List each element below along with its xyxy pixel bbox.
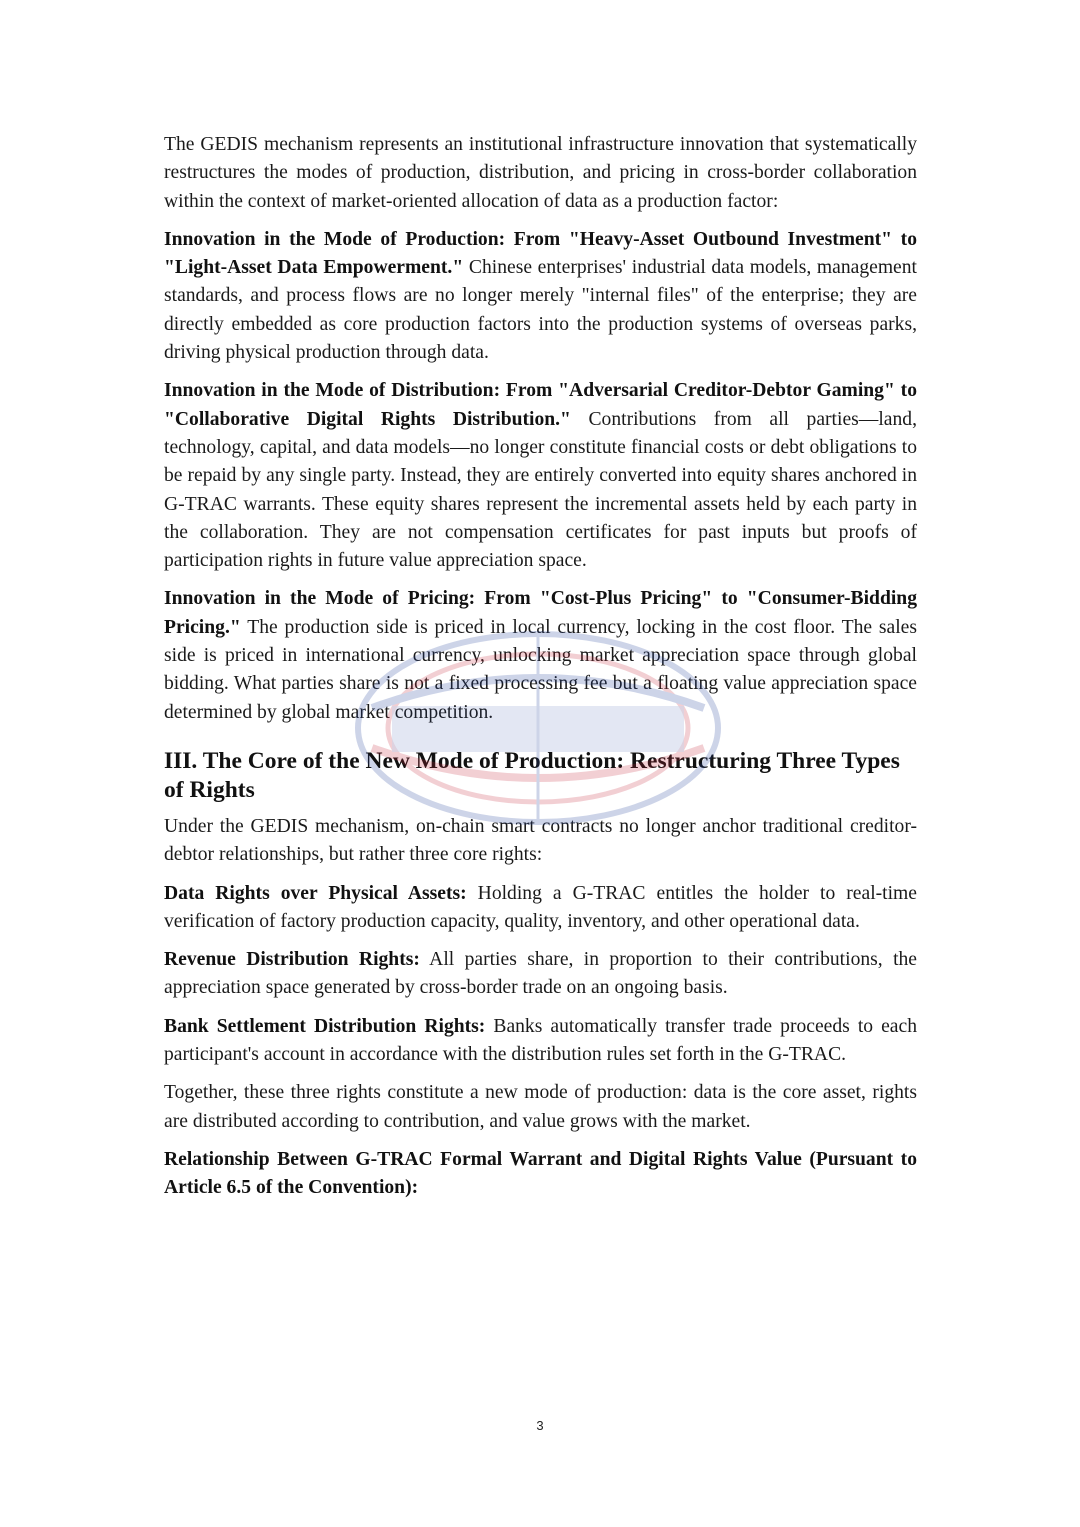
production-paragraph [164, 226, 917, 367]
revenue-rights-text: All parties share, in proportion to their contributions, the appreciation space generated by cross-border trade on an ongoing basis. [164, 949, 918, 999]
bank-rights-paragraph [164, 1013, 917, 1070]
intro-paragraph [164, 131, 917, 216]
distribution-paragraph [164, 377, 917, 575]
production-lead: Innovation in the Mode of Production: From "Heavy-Asset Outbound Investment" to "Light-Asset Data Empowerment." [164, 228, 917, 279]
document-page [164, 131, 917, 1213]
pricing-lead: Innovation in the Mode of Pricing: From "Cost-Plus Pricing" to "Consumer-Bidding Pricing." [164, 588, 917, 638]
bank-rights-lead: Bank Settlement Distribution Rights: [164, 1015, 486, 1037]
data-rights-text: Holding a G-TRAC entitles the holder to real-time verification of factory production capacity, quality, inventory, and other operational data. [164, 882, 917, 932]
section-heading: III. The Core of the New Mode of Production: Restructuring Three Types of Rights [164, 747, 900, 803]
distribution-text: Contributions from all parties—land, technology, capital, and data models—no longer constitute financial costs or debt obligations to be repaid by any single party. Instead, they are entirely converted into equity shares anchored in G-TRAC warrants. These equity shares represent the incremental assets held by each party in the collaboration. They are not compensation certificates for past inputs but proofs of participation rights in future value appreciation space. [164, 408, 917, 572]
together-text: Together, these three rights constitute a new mode of production: data is the core asset, rights are distributed according to contribution, and value grows with the market. [164, 1082, 917, 1132]
distribution-lead: Innovation in the Mode of Distribution: From "Adversarial Creditor-Debtor Gaming" to "Collaborative Digital Rights Distribution." [164, 380, 917, 430]
production-text: Chinese enterprises' industrial data models, management standards, and process flows are no longer merely "internal files" of the enterprise; they are directly embedded as core production factors into the production systems of overseas parks, driving physical production through data. [164, 257, 917, 364]
data-rights-paragraph [164, 880, 917, 937]
bank-rights-text: Banks automatically transfer trade proceeds to each participant's account in accordance with the distribution rules set forth in the G-TRAC. [164, 1015, 917, 1066]
intro-text: The GEDIS mechanism represents an institutional infrastructure innovation that systematically restructures the modes of production, distribution, and pricing in cross-border collaboration within the context of market-oriented allocation of data as a production factor: [164, 134, 917, 212]
together-paragraph [164, 1079, 917, 1136]
section-intro-text: Under the GEDIS mechanism, on-chain smart contracts no longer anchor traditional creditor-debtor relationships, but rather three core rights: [164, 815, 917, 866]
page-number: 3 [536, 1418, 544, 1433]
revenue-rights-lead: Revenue Distribution Rights: [164, 949, 420, 971]
pricing-text: The production side is priced in local currency, locking in the cost floor. The sales side is priced in international currency, unlocking market appreciation space through global bidding. What parties share is not a fixed processing fee but a floating value appreciation space determined by global market competition. [164, 616, 917, 723]
pricing-paragraph [164, 585, 917, 726]
revenue-rights-paragraph [164, 946, 917, 1003]
section-intro-paragraph [164, 813, 917, 870]
data-rights-lead: Data Rights over Physical Assets: [164, 882, 467, 904]
relationship-heading: Relationship Between G-TRAC Formal Warrant and Digital Rights Value (Pursuant to Article 6.5 of the Convention): [164, 1148, 917, 1199]
